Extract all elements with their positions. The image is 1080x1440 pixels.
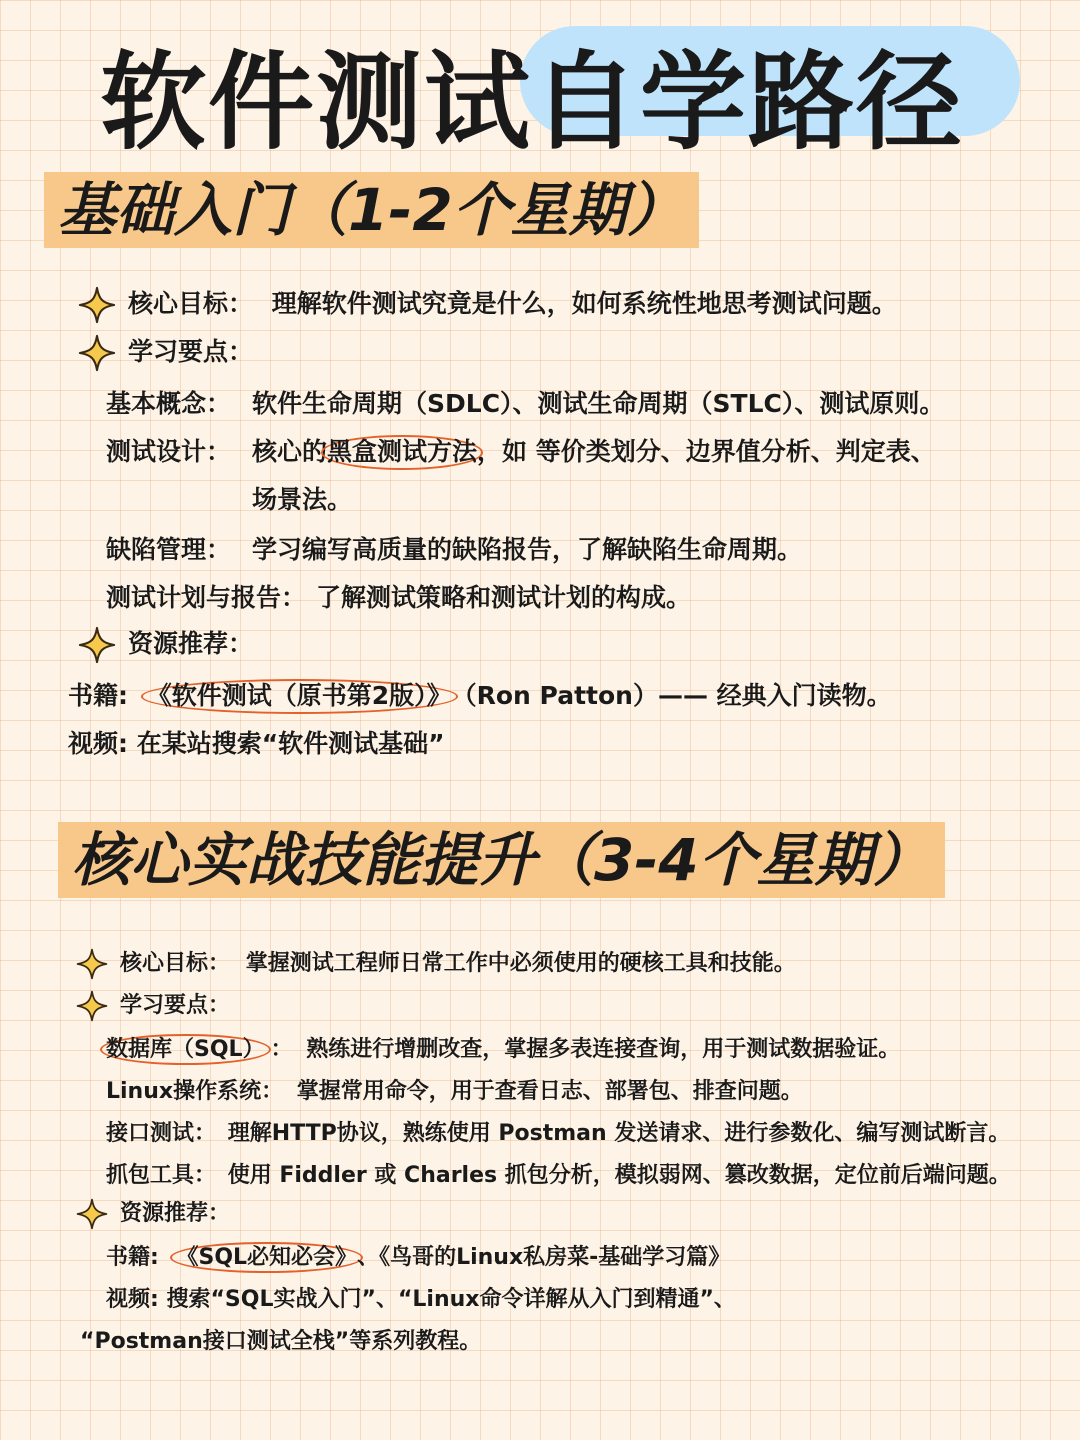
point-label: 抓包工具： <box>106 1163 217 1188</box>
section2-resources-label: 资源推荐： <box>120 1201 231 1226</box>
page-title <box>0 18 1080 164</box>
point-label: Linux操作系统： <box>106 1079 284 1104</box>
section2-point-linux <box>106 1074 803 1105</box>
section1-point-concepts <box>106 384 944 420</box>
books-label: 书籍: <box>106 1245 159 1270</box>
sparkle-star-icon <box>78 334 116 372</box>
circled-highlight: 数据库（SQL） <box>100 1034 271 1065</box>
point-label: ： <box>270 1037 293 1062</box>
section2-goal-label: 核心目标： <box>120 951 231 976</box>
book-rest: 、《鸟哥的Linux私房菜-基础学习篇》 <box>357 1245 731 1270</box>
title-part2: 自学路径 <box>532 41 964 164</box>
point-text: 软件生命周期（SDLC）、测试生命周期（STLC）、测试原则。 <box>252 389 945 418</box>
section2-video-line1: 视频: 搜索“SQL实战入门”、“Linux命令详解从入门到精通”、 <box>106 1287 736 1312</box>
point-label: 测试计划与报告： <box>106 583 307 612</box>
section2-point-api <box>106 1116 1010 1147</box>
section1-goal <box>78 284 897 324</box>
section2-heading: 核心实战技能提升（3-4个星期） <box>58 822 945 898</box>
section2-point-capture <box>106 1158 1011 1189</box>
sparkle-star-icon <box>78 626 116 664</box>
point-text: 使用 Fiddler 或 Charles 抓包分析，模拟弱网、篡改数据，定位前后端问题。 <box>227 1163 1011 1188</box>
section2-books <box>106 1240 730 1271</box>
circled-book-title: 《软件测试（原书第2版）》 <box>141 679 458 714</box>
sparkle-star-icon <box>76 1198 108 1230</box>
section1-resources-header <box>78 624 253 664</box>
sparkle-star-icon <box>76 948 108 980</box>
point-label: 测试设计： <box>106 437 232 466</box>
circled-highlight: 黑盒测试方法 <box>321 435 483 470</box>
section1-goal-label: 核心目标： <box>128 289 254 318</box>
point-text: 熟练进行增删改查，掌握多表连接查询，用于测试数据验证。 <box>306 1037 901 1062</box>
section2-video-line2: “Postman接口测试全栈”等系列教程。 <box>80 1329 482 1354</box>
point-text: 了解测试策略和测试计划的构成。 <box>316 583 692 612</box>
section1-resources-label: 资源推荐： <box>128 629 254 658</box>
title-part1: 软件测试 <box>100 41 532 164</box>
section1-points-label: 学习要点： <box>128 337 254 366</box>
section1-point-design-cont: 场景法。 <box>252 485 353 514</box>
section2-point-sql <box>106 1032 900 1063</box>
section2-points-header <box>76 988 230 1022</box>
section1-point-design <box>106 432 936 468</box>
point-label: 接口测试： <box>106 1121 217 1146</box>
section1-heading: 基础入门（1-2个星期） <box>44 172 699 248</box>
section1-points-header <box>78 332 253 372</box>
point-text: 掌握常用命令，用于查看日志、部署包、排查问题。 <box>296 1079 803 1104</box>
point-label: 缺陷管理： <box>106 535 232 564</box>
section1-video: 视频: 在某站搜索“软件测试基础” <box>68 729 445 758</box>
point-text: 学习编写高质量的缺陷报告，了解缺陷生命周期。 <box>252 535 803 564</box>
point-text-post: ，如 等价类划分、边界值分析、判定表、 <box>477 437 936 466</box>
section1-goal-text: 理解软件测试究竟是什么，如何系统性地思考测试问题。 <box>271 289 897 318</box>
book-rest: （Ron Patton）—— 经典入门读物。 <box>451 681 892 710</box>
sparkle-star-icon <box>76 990 108 1022</box>
section1-books <box>68 676 892 712</box>
section1-point-defects <box>106 530 802 566</box>
point-text: 理解HTTP协议，熟练使用 Postman 发送请求、进行参数化、编写测试断言。 <box>227 1121 1011 1146</box>
section2-goal-text: 掌握测试工程师日常工作中必须使用的硬核工具和技能。 <box>245 951 796 976</box>
circled-book-title: 《SQL必知必会》 <box>170 1242 363 1273</box>
title-text <box>100 18 964 170</box>
section2-goal <box>76 946 796 980</box>
section2-points-label: 学习要点： <box>120 993 231 1018</box>
point-text-pre: 核心的 <box>252 437 328 466</box>
sparkle-star-icon <box>78 286 116 324</box>
section1-point-plan <box>106 578 691 614</box>
section2-resources-header <box>76 1196 230 1230</box>
point-label: 基本概念： <box>106 389 232 418</box>
books-label: 书籍: <box>68 681 128 710</box>
